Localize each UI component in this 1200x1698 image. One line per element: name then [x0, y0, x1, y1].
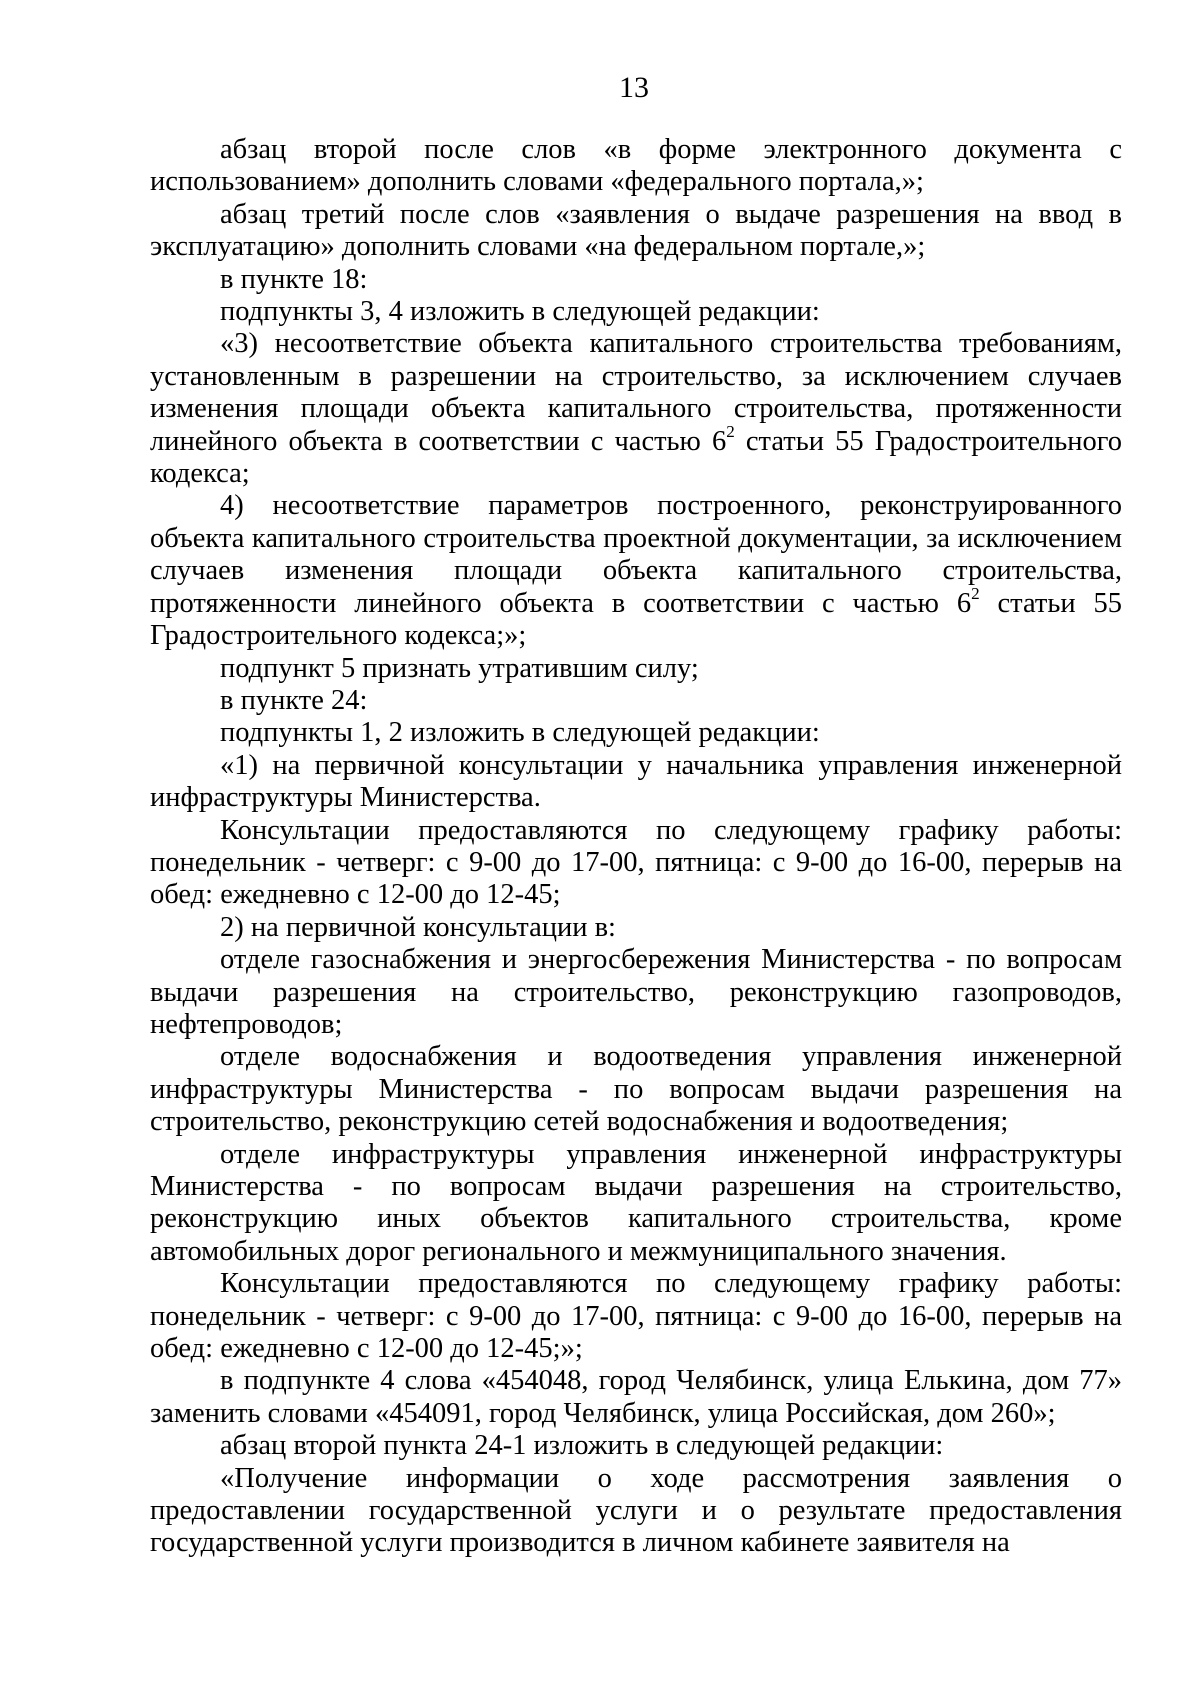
paragraph-text-tail: статьи 55 Градостроительного кодекса;»;	[150, 587, 1122, 652]
paragraph: абзац второй пункта 24-1 изложить в следующей редакции:	[220, 1430, 944, 1462]
paragraph: подпункты 3, 4 изложить в следующей редакции:	[220, 296, 820, 328]
paragraph: отделе газоснабжения и энергосбережения Министерства - по вопросам выдачи разрешения на строительство, реконструкцию газопроводов, нефтепроводов;	[150, 944, 1122, 1040]
paragraph: отделе водоснабжения и водоотведения управления инженерной инфраструктуры Министерства - по вопросам выдачи разрешения на строительство, реконструкцию сетей водоснабжения и водоотведения;	[150, 1041, 1122, 1138]
paragraph: абзац второй после слов «в форме электронного документа с использованием» дополнить словами «федерального портала,»;	[150, 134, 1122, 198]
paragraph: подпункты 1, 2 изложить в следующей редакции:	[220, 717, 820, 749]
paragraph: подпункт 5 признать утратившим силу;	[220, 652, 699, 684]
paragraph-text-tail: статьи 55 Градостроительного кодекса;	[150, 425, 1123, 490]
paragraph: в пункте 18:	[220, 263, 368, 295]
paragraph: 2) на первичной консультации в:	[220, 911, 616, 943]
paragraph-text: «3) несоответствие объекта капитального строительства требованиям, установленным в разрешении на строительство, за исключением случаев изменения площади объекта капитального строительства, протяженности линейного объекта в соответствии с частью 6	[150, 328, 1122, 457]
page-number: 13	[619, 71, 649, 104]
paragraph: «Получение информации о ходе рассмотрения заявления о предоставлении государственной услуги и о результате предоставления государственной услуги производится в личном кабинете заявителя на	[150, 1462, 1122, 1559]
paragraph: Консультации предоставляются по следующему графику работы: понедельник - четверг: с 9-00 до 17-00, пятница: с 9-00 до 16-00, перерыв на обед: ежедневно с 12-00 до 12-45;»;	[150, 1268, 1122, 1365]
paragraph: отделе инфраструктуры управления инженерной инфраструктуры Министерства - по вопросам выдачи разрешения на строительство, реконструкцию иных объектов капитального строительства, кроме автомобильных дорог регионального и межмуниципального значения.	[150, 1138, 1122, 1267]
paragraph	[150, 328, 1122, 490]
paragraph-text: 4) несоответствие параметров построенного, реконструированного объекта капитального строительства проектной документации, за исключением случаев изменения площади объекта капитального строительства, протяженности линейного объекта в соответствии с частью 6	[150, 490, 1122, 619]
paragraph: в подпункте 4 слова «454048, город Челябинск, улица Елькина, дом 77» заменить словами «454091, город Челябинск, улица Российская, дом 260»;	[150, 1365, 1122, 1429]
superscript: 2	[971, 583, 980, 603]
paragraph: абзац третий после слов «заявления о выдаче разрешения на ввод в эксплуатацию» дополнить словами «на федеральном портале,»;	[150, 198, 1122, 263]
paragraph: «1) на первичной консультации у начальника управления инженерной инфраструктуры Министерства.	[150, 749, 1122, 814]
superscript: 2	[726, 421, 735, 441]
paragraph: Консультации предоставляются по следующему графику работы: понедельник - четверг: с 9-00 до 17-00, пятница: с 9-00 до 16-00, перерыв на обед: ежедневно с 12-00 до 12-45;	[150, 814, 1122, 911]
paragraph: в пункте 24:	[220, 684, 368, 716]
document-body	[150, 134, 1122, 1560]
paragraph	[150, 490, 1122, 652]
